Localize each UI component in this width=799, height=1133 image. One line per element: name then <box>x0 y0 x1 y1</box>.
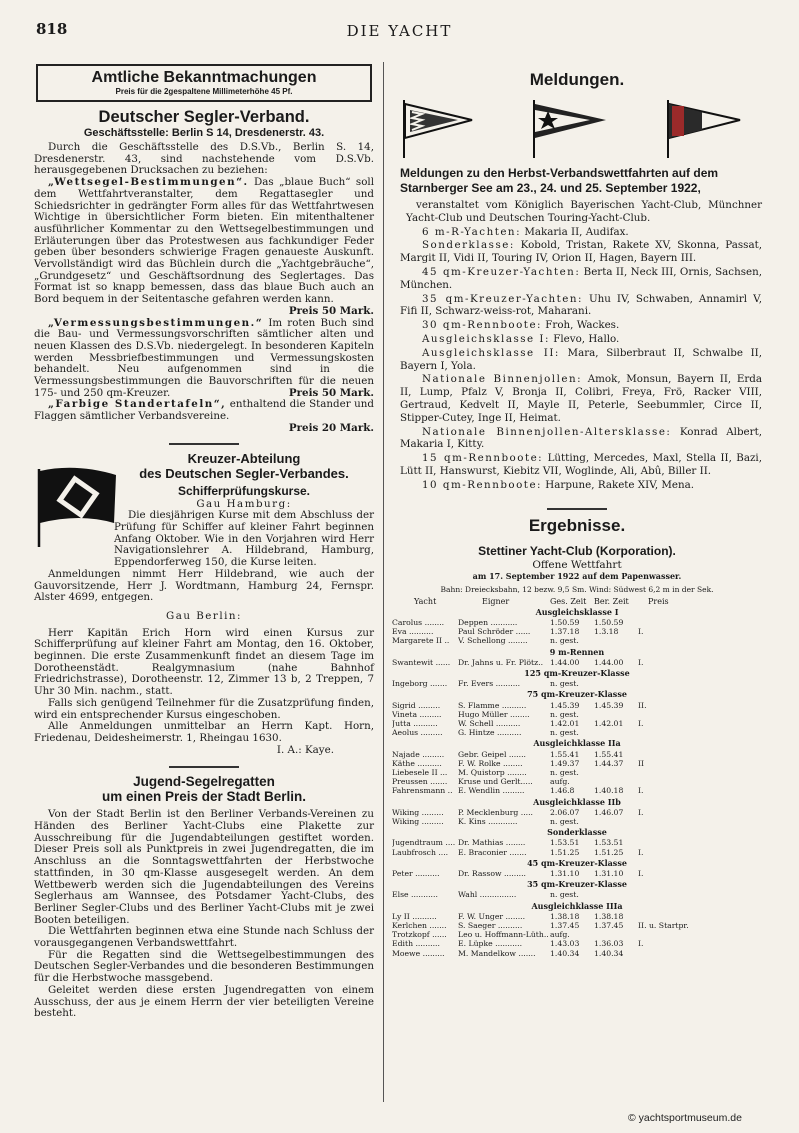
table-row <box>392 890 762 899</box>
dsv-item-1 <box>34 176 374 317</box>
kreuzer-section <box>34 451 374 757</box>
section-rule-3 <box>547 508 607 510</box>
result-corrected-time <box>594 817 638 826</box>
result-yacht: Peter .......... <box>392 869 440 879</box>
results-class-heading: 9 m-Rennen <box>549 646 605 657</box>
jugend-p1: Von der Stadt Berlin ist den Berliner Verbands-Vereinen zu Händen des Berliner Yacht-Clubs eine Plakette zur Ausschreibung für die Jugendabteilungen gestiftet worden. Dieser Preis soll als Punktpreis in zwei Jugendregatten, die im Anschluss an die Sonntagswettfahrten der Herbstwoche stattfinden, in 30 qm-Klasse ausgesegelt werden. An dem Wettbewerb werden sich die Jugendabteilungen des Vereins Seglerhaus am Wannsee, des Potsdamer Yacht-Clubs, des Berliner Segler-Clubs und des Berliner Yacht-Clubs mit je zwei Booten beteiligen. <box>34 808 374 926</box>
kreuzer-p5: Alle Anmeldungen unmittelbar an Herrn Kapt. Horn, Friedenau, Deidesheimerstr. 1, Rheingau 1630. <box>34 720 374 744</box>
meldung-class: 35 qm-Kreuzer-Yachten: <box>422 292 583 305</box>
meldung-entry <box>392 373 762 424</box>
meldung-boats: Flevo, Hallo. <box>549 332 620 345</box>
result-owner: Hugo Müller ........ <box>458 709 530 719</box>
kreuzer-p2: Anmeldungen nimmt Herr Hildebrand, wie auch der Gauvorsitzende, Herr J. Wordtmann, Hamburg 24, Fernspr. Alster 4699, entgegen. <box>34 567 374 604</box>
result-owner: E. Wendlin ......... <box>458 786 525 796</box>
result-prize <box>638 768 708 777</box>
result-total-time: 1.53.51 <box>550 838 580 848</box>
jugend-p2: Die Wettfahrten beginnen etwa eine Stunde nach Schluss der vorausgegangenen Verbandswettfahrt. <box>34 925 374 950</box>
meldung-entry <box>392 347 762 373</box>
result-yacht: Carolus ........ <box>392 617 445 627</box>
results-class-heading: 35 qm-Kreuzer-Klasse <box>527 879 627 890</box>
result-owner: P. Mecklenburg ..... <box>458 807 533 817</box>
box-title: Amtliche Bekanntmachungen <box>91 69 317 86</box>
result-prize: II <box>638 758 645 768</box>
ergebnisse-club: Stettiner Yacht-Club (Korporation). <box>478 543 676 558</box>
result-corrected-time: 1.50.59 <box>594 617 624 627</box>
item-1-price: Preis 50 Mark. <box>288 304 374 317</box>
result-yacht: Margarete II .. <box>392 636 450 646</box>
result-owner: V. Schellong ........ <box>458 636 528 646</box>
result-owner: Dr. Jahns u. Fr. Plötz.. <box>458 657 544 667</box>
ergebnisse-title: Ergebnisse. <box>528 515 626 535</box>
table-row <box>392 768 762 777</box>
result-owner: M. Quistorp ........ <box>458 767 527 777</box>
result-corrected-time <box>594 777 638 786</box>
result-corrected-time <box>594 710 638 719</box>
result-prize: I. <box>638 869 644 879</box>
meldungen-list <box>392 199 762 492</box>
result-corrected-time: 1.40.18 <box>594 786 624 796</box>
result-corrected-time: 1.55.41 <box>594 749 624 759</box>
page-number: 818 <box>36 20 68 38</box>
item-1-text: Das „blaue Buch“ soll dem Wettfahrtveranstalter, dem Regattasegler und Schiedsrichter in gedrängter Form alles für das Wettfahrtwesen Wichtige in übersichtlicher Form bieten. Ein mitenthaltener ausführlicher Kommentar zu den Wettsegelbestimmungen und Erläuterungen über das Protestwesen aus fachkundiger Feder geben über besonders schwierige Fragen genaueste Auskunft. Vervollständigt wird das Büchlein durch die „Yachtgebräuche“, „Grundgesetz“ und Geschäftsordnung des Seglertages. Das Format ist so knapp bemessen, dass das blaue Buch auch an Bord bequem in der Seitentasche gefahren werden kann. <box>34 176 374 306</box>
result-owner: Paul Schröder ...... <box>458 627 531 637</box>
result-total-time: 1.37.45 <box>550 921 580 931</box>
table-row <box>392 817 762 826</box>
result-total-time: n. gest. <box>550 636 579 646</box>
meldung-boats: Mara, Silberbraut II, Schwalbe II, Bayern I, Yola. <box>400 346 762 372</box>
result-total-time: 1.49.37 <box>550 758 580 768</box>
result-yacht: Wiking ......... <box>392 817 444 826</box>
kreuzer-flag-icon <box>36 467 118 547</box>
result-prize <box>638 838 708 847</box>
result-total-time: n. gest. <box>550 767 579 777</box>
result-owner: Dr. Rassow ......... <box>458 869 526 879</box>
result-corrected-time: 1.45.39 <box>594 700 624 710</box>
meldung-boats: Makaria II, Audifax. <box>521 225 629 238</box>
result-total-time: aufg. <box>550 777 570 787</box>
result-corrected-time: 1.46.07 <box>594 807 624 817</box>
result-owner: S. Saeger .......... <box>458 921 523 931</box>
burgee-row <box>392 90 762 164</box>
kreuzer-p1: Die diesjährigen Kurse mit dem Abschluss der Prüfung für Schiffer auf kleiner Fahrt beginnen Anfang Oktober. Wie in den Vorjahren wird Herr Navigationslehrer A. Hildebrand, Hamburg, Eppendorferweg 150, die Kurse leiten. <box>114 509 374 569</box>
result-corrected-time <box>594 636 638 645</box>
table-row <box>392 930 762 939</box>
result-corrected-time: 1.51.25 <box>594 847 624 857</box>
table-row <box>392 728 762 737</box>
burgee-star-icon <box>528 98 608 158</box>
ergebnisse-date: am 17. September 1922 auf dem Papenwasser. <box>472 570 682 581</box>
result-total-time: 1.42.01 <box>550 718 580 728</box>
ergebnisse-course: Bahn: Dreiecksbahn, 12 bezw. 9,5 Sm. Wind: Südwest 6,2 m in der Sek. <box>440 584 714 594</box>
result-corrected-time: 1.3.18 <box>594 627 619 637</box>
jugend-p3: Für die Regatten sind die Wettsegelbestimmungen des Deutschen Segler-Verbandes und die besonderen Bestimmungen für die Herbstwoche massgebend. <box>34 948 374 985</box>
item-1-title: „Wettsegel-Bestimmungen“. <box>48 176 249 189</box>
result-yacht: Ingeborg ....... <box>392 679 448 689</box>
result-owner: Kruse und Gerlt..... <box>458 777 533 787</box>
result-yacht: Fahrensmann .. <box>392 786 453 796</box>
result-prize <box>638 618 708 627</box>
results-class-heading: Ausgleichklasse IIa <box>533 738 621 749</box>
results-class-heading: Ausgleichklasse IIIa <box>531 900 623 911</box>
result-prize <box>638 710 708 719</box>
meldung-boats: Amok, Monsun, Bayern II, Erda II, Lump, Pfalz V, Bronja II, Colibri, Freya, Frö, Racker VIII, Gertraud, Kedvelt II, Mayle II, Peterle, Seebummler, Circe II, Stipper-Cutey, Inge II, Heimat. <box>400 373 762 424</box>
result-yacht: Jutta .......... <box>392 718 438 728</box>
result-owner: M. Mandelkow ....... <box>458 948 536 958</box>
result-corrected-time <box>594 890 638 899</box>
col-ges-zeit: Ges. Zeit <box>550 596 587 606</box>
col-yacht: Yacht <box>414 596 437 606</box>
results-class-heading: 125 qm-Kreuzer-Klasse <box>524 667 630 678</box>
result-corrected-time: 1.42.01 <box>594 718 624 728</box>
item-2-title: „Vermessungsbestimmungen.“ <box>48 316 264 329</box>
dsv-office: Geschäftsstelle: Berlin S 14, Dresdenerstr. 43. <box>83 127 325 139</box>
result-yacht: Trotzkopf ...... <box>392 930 447 940</box>
result-owner: E. Lüpke ........... <box>458 939 523 949</box>
result-total-time: n. gest. <box>550 890 579 900</box>
table-row <box>392 939 762 948</box>
result-owner: E. Braconier ....... <box>458 847 527 857</box>
result-owner: G. Hintze .......... <box>458 728 522 738</box>
result-corrected-time: 1.53.51 <box>594 838 624 848</box>
result-corrected-time: 1.38.18 <box>594 911 624 921</box>
result-yacht: Liebesele II ... <box>392 767 448 777</box>
result-yacht: Ly II .......... <box>392 911 437 921</box>
col-preis: Preis <box>648 596 669 606</box>
col-ber-zeit: Ber. Zeit <box>594 596 629 606</box>
meldung-entry <box>392 333 762 346</box>
col-eigner: Eigner <box>482 596 510 606</box>
result-total-time: 1.45.39 <box>550 700 580 710</box>
meldungen-title: Meldungen. <box>529 70 625 89</box>
result-prize <box>638 949 708 958</box>
result-owner: Wahl ............... <box>458 890 517 900</box>
result-total-time: aufg. <box>550 930 570 940</box>
table-row <box>392 618 762 627</box>
section-rule-2 <box>169 766 239 768</box>
result-owner: S. Flamme .......... <box>458 700 527 710</box>
kreuzer-title-2: des Deutschen Segler-Verbandes. <box>139 465 349 481</box>
meldung-class: Sonderklasse: <box>422 239 515 252</box>
meldung-class: Ausgleichsklasse I: <box>422 332 550 345</box>
kreuzer-subtitle: Schifferprüfungskurse. <box>177 483 311 498</box>
section-rule <box>169 443 239 445</box>
table-row <box>392 701 762 710</box>
table-row <box>392 869 762 878</box>
result-corrected-time: 1.44.37 <box>594 758 624 768</box>
table-row <box>392 838 762 847</box>
result-corrected-time <box>594 679 638 688</box>
result-yacht: Preussen ....... <box>392 777 448 787</box>
result-total-time: 2.06.07 <box>550 807 580 817</box>
item-3-price: Preis 20 Mark. <box>288 421 374 434</box>
result-total-time: 1.55.41 <box>550 749 580 759</box>
meldung-class: 45 qm-Kreuzer-Yachten: <box>422 265 581 278</box>
item-3-text: enthaltend die Stander und Flaggen sämtlicher Verbandsvereine. <box>34 398 374 423</box>
result-yacht: Najade ......... <box>392 749 445 759</box>
meldung-class: 15 qm-Rennboote: <box>422 452 544 465</box>
result-owner: W. Schell .......... <box>458 718 521 728</box>
meldung-entry <box>392 479 762 492</box>
meldungen-heading: Meldungen zu den Herbst-Verbandswettfahrten auf dem Starnberger See am 23., 24. und 25. September 1922, <box>400 166 719 195</box>
result-total-time: n. gest. <box>550 709 579 719</box>
result-yacht: Moewe ......... <box>392 948 445 958</box>
result-total-time: n. gest. <box>550 728 579 738</box>
result-owner: Leo u. Hoffmann-Lüth.. <box>458 930 549 940</box>
meldung-boats: Froh, Wackes. <box>542 319 620 332</box>
result-total-time: 1.51.25 <box>550 847 580 857</box>
result-prize: I. <box>638 627 644 637</box>
meldung-entry <box>392 239 762 265</box>
result-owner: Gebr. Geipel ....... <box>458 749 526 759</box>
result-prize <box>638 890 708 899</box>
result-prize: I. <box>638 807 644 817</box>
table-row <box>392 848 762 857</box>
column-divider <box>383 62 384 1102</box>
table-row <box>392 719 762 728</box>
kreuzer-p4: Falls sich genügend Teilnehmer für die Zusatzprüfung finden, wird ein entsprechender Kursus eingeschoben. <box>34 696 374 721</box>
item-2-price: Preis 50 Mark. <box>288 386 374 399</box>
left-column <box>34 64 374 1020</box>
result-total-time: 1.44.00 <box>550 657 580 667</box>
result-prize: I. <box>638 786 644 796</box>
meldung-boats: Berta II, Neck III, Ornis, Sachsen, München. <box>400 265 762 291</box>
jugend-title-1: Jugend-Segelregatten <box>133 774 275 790</box>
meldung-class: Ausgleichsklasse II: <box>422 346 560 359</box>
item-3-title: „Farbige Standertafeln“, <box>48 398 227 411</box>
table-row <box>392 912 762 921</box>
table-row <box>392 750 762 759</box>
right-column <box>392 64 762 958</box>
result-yacht: Else ........... <box>392 890 438 900</box>
result-yacht: Aeolus ......... <box>392 728 443 738</box>
result-prize: I. <box>638 939 644 949</box>
dsv-title: Deutscher Segler-Verband. <box>98 108 310 126</box>
results-class-heading: Sonderklasse <box>547 827 607 838</box>
meldung-entry <box>392 266 762 292</box>
result-owner: F. W. Unger ........ <box>458 911 526 921</box>
result-owner: Deppen ........... <box>458 617 518 627</box>
result-owner: Fr. Evers .......... <box>458 679 521 689</box>
result-prize <box>638 912 708 921</box>
table-row <box>392 949 762 958</box>
table-row <box>392 627 762 636</box>
result-prize <box>638 777 708 786</box>
result-total-time: 1.37.18 <box>550 627 580 637</box>
result-corrected-time <box>594 930 638 939</box>
item-2-text: Im roten Buch sind die Bau- und Vermessungsvorschriften sämtlicher alten und neuen Klassen des D.S.Vb. niedergelegt. In besonderen Kapiteln werden Messbriefbestimmungen und Vermessungskosten behandelt. Neu aufgenommen sind in die Vermessungsbestimmungen die Bauvorschriften für die neuen 175- und 250 qm-Kreuzer. <box>34 316 374 399</box>
meldung-boats: Uhu IV, Schwaben, Annamirl V, Fifi II, Schwarz-weiss-rot, Maharani. <box>400 292 762 318</box>
table-row <box>392 679 762 688</box>
meldung-entry <box>392 426 762 452</box>
result-yacht: Edith .......... <box>392 939 440 949</box>
result-corrected-time: 1.44.00 <box>594 657 624 667</box>
results-table <box>392 597 762 958</box>
gau-hamburg: Gau Hamburg: <box>196 497 292 510</box>
results-header <box>392 597 762 606</box>
result-owner: Dr. Mathias ........ <box>458 838 526 848</box>
result-total-time: 1.38.18 <box>550 911 580 921</box>
result-total-time: 1.43.03 <box>550 939 580 949</box>
gau-berlin: Gau Berlin: <box>165 609 243 622</box>
result-yacht: Jugendtraum .... <box>392 838 456 848</box>
result-yacht: Wiking ......... <box>392 807 444 817</box>
result-prize <box>638 750 708 759</box>
result-corrected-time <box>594 728 638 737</box>
result-prize <box>638 679 708 688</box>
result-corrected-time <box>594 768 638 777</box>
burgee-bavaria-icon <box>398 98 474 158</box>
meldung-class: Nationale Binnenjollen-Altersklasse: <box>422 425 672 438</box>
table-row <box>392 759 762 768</box>
result-corrected-time: 1.31.10 <box>594 869 624 879</box>
result-corrected-time: 1.40.34 <box>594 948 624 958</box>
meldung-class: Nationale Binnenjollen: <box>422 373 583 386</box>
jugend-p4: Geleitet werden diese ersten Jugendregatten von einem Ausschuss, der aus je einem Herrn der vier beteiligten Vereine besteht. <box>34 983 374 1020</box>
result-prize: I. <box>638 847 644 857</box>
table-row <box>392 710 762 719</box>
meldung-class: 6 m-R-Yachten: <box>422 225 522 238</box>
result-yacht: Eva .......... <box>392 627 434 637</box>
meldung-boats: Kobold, Tristan, Rakete XV, Skonna, Passat, Margit II, Vidi II, Touring IV, Orion II, Hagen, Bayern III. <box>400 239 762 265</box>
result-total-time: n. gest. <box>550 817 579 826</box>
results-class-heading: Ausgleichsklasse I <box>535 606 619 617</box>
meldung-entry <box>392 452 762 478</box>
result-prize: II. <box>638 700 647 710</box>
meldung-class: 30 qm-Rennboote: <box>422 319 543 332</box>
results-class-heading: 75 qm-Kreuzer-Klasse <box>527 689 627 700</box>
result-yacht: Sigrid ......... <box>392 700 441 710</box>
result-total-time: 1.40.34 <box>550 948 580 958</box>
meldungen-intro: veranstaltet vom Königlich Bayerischen Yacht-Club, Münchner Yacht-Club und Deutschen Touring-Yacht-Club. <box>406 199 762 224</box>
results-class-heading: Ausgleichklasse IIb <box>533 796 621 807</box>
meldung-entry <box>392 319 762 332</box>
result-prize <box>638 728 708 737</box>
table-row <box>392 808 762 817</box>
ergebnisse-event: Offene Wettfahrt <box>532 558 622 571</box>
result-total-time: n. gest. <box>550 679 579 689</box>
table-row <box>392 921 762 930</box>
dsv-item-3 <box>34 399 374 422</box>
meldung-entry <box>392 293 762 319</box>
result-prize <box>638 930 708 939</box>
dsv-intro: Durch die Geschäftsstelle des D.S.Vb., Berlin S. 14, Dresdenerstr. 43, sind nachstehende vom D.S.Vb. herausgegebenen Drucksachen zu beziehen: <box>34 141 374 177</box>
kreuzer-title-1: Kreuzer-Abteilung <box>187 450 301 466</box>
meldung-boats: Lütting, Mercedes, Maxl, Stella II, Bazi, Lütt II, Hanswurst, Kiebitz VII, Woglinde, Ali, Abû, Biller II. <box>400 452 762 477</box>
result-owner: F. W. Rolke ........ <box>458 758 523 768</box>
box-subtitle: Preis für die 2gespaltene Millimeterhöhe 45 Pf. <box>115 87 293 96</box>
result-corrected-time: 1.36.03 <box>594 939 624 949</box>
result-total-time: 1.31.10 <box>550 869 580 879</box>
running-head: DIE YACHT <box>346 22 453 40</box>
result-yacht: Laubfrosch .... <box>392 847 449 857</box>
result-total-time: 1.46.8 <box>550 786 575 796</box>
kreuzer-signature: I. A.: Kaye. <box>276 743 334 756</box>
result-yacht: Vineta ......... <box>392 709 442 719</box>
result-yacht: Swantewit ...... <box>392 657 451 667</box>
kreuzer-p3: Herr Kapitän Erich Horn wird einen Kursus zur Schifferprüfung auf kleiner Fahrt am Montag, den 16. Oktober, beginnen. Die erste Zusammenkunft findet an diesem Tage im Dorotheenstädt. Realgymnasium (nahe Bahnhof Friedrichstrasse), Dorotheenstr. 12, Zimmer 13 b, 2 Treppen, 7 Uhr 30 Min. nachm., statt. <box>34 626 374 698</box>
jugend-title-2: um einen Preis der Stadt Berlin. <box>101 789 307 805</box>
meldung-boats: Harpune, Rakete XIV, Mena. <box>542 478 695 491</box>
table-row <box>392 786 762 795</box>
result-total-time: 1.50.59 <box>550 617 580 627</box>
result-yacht: Käthe .......... <box>392 758 442 768</box>
result-prize <box>638 636 708 645</box>
burgee-stripes-icon <box>662 98 742 158</box>
result-prize: I. <box>638 657 644 667</box>
result-yacht: Kerlchen ....... <box>392 921 447 931</box>
announcement-box <box>36 64 372 102</box>
table-row <box>392 658 762 667</box>
table-row <box>392 777 762 786</box>
watermark: © yachtsportmuseum.de <box>628 1112 742 1124</box>
results-class-heading: 45 qm-Kreuzer-Klasse <box>527 857 627 868</box>
dsv-item-2 <box>34 318 374 400</box>
result-prize: I. <box>638 718 644 728</box>
result-owner: K. Kins ............ <box>458 817 518 826</box>
result-prize <box>638 817 708 826</box>
result-prize: II. u. Startpr. <box>638 921 689 931</box>
table-row <box>392 636 762 645</box>
result-corrected-time: 1.37.45 <box>594 921 624 931</box>
meldung-boats: Konrad Albert, Makaria I, Kitty. <box>400 425 762 451</box>
meldung-class: 10 qm-Rennboote: <box>422 478 543 491</box>
meldung-entry <box>392 226 762 239</box>
